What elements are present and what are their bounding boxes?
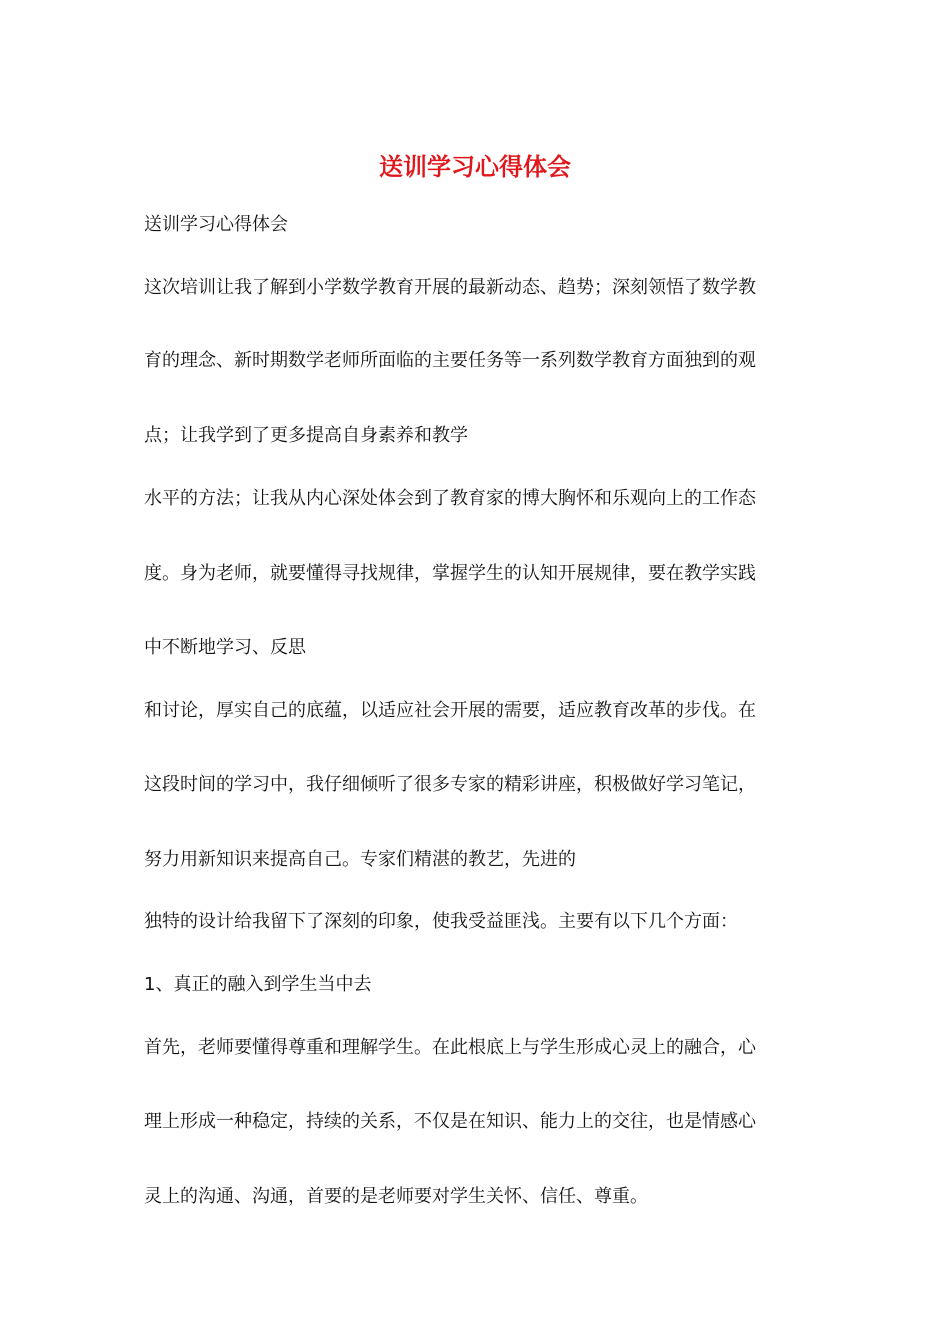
paragraph-line-10: 独特的设计给我留下了深刻的印象，使我受益匪浅。主要有以下几个方面： bbox=[144, 911, 738, 932]
document-title: 送训学习心得体会 bbox=[379, 153, 571, 181]
numbered-heading-1: 1、真正的融入到学生当中去 bbox=[144, 974, 372, 995]
paragraph-line-8: 这段时间的学习中，我仔细倾听了很多专家的精彩讲座，积极做好学习笔记， bbox=[144, 774, 756, 795]
paragraph-line-1: 这次培训让我了解到小学数学教育开展的最新动态、趋势；深刻领悟了数学教 bbox=[144, 277, 756, 298]
paragraph-line-2: 育的理念、新时期数学老师所面临的主要任务等一系列数学教育方面独到的观 bbox=[144, 350, 756, 371]
paragraph-line-3: 点；让我学到了更多提高自身素养和教学 bbox=[144, 425, 468, 446]
paragraph-line-14: 灵上的沟通、沟通，首要的是老师要对学生关怀、信任、尊重。 bbox=[144, 1186, 648, 1207]
paragraph-line-4: 水平的方法；让我从内心深处体会到了教育家的博大胸怀和乐观向上的工作态 bbox=[144, 488, 756, 509]
paragraph-line-6: 中不断地学习、反思 bbox=[144, 637, 306, 658]
paragraph-line-12: 首先，老师要懂得尊重和理解学生。在此根底上与学生形成心灵上的融合，心 bbox=[144, 1037, 756, 1058]
paragraph-line-0: 送训学习心得体会 bbox=[144, 214, 288, 235]
paragraph-line-13: 理上形成一种稳定，持续的关系，不仅是在知识、能力上的交往，也是情感心 bbox=[144, 1111, 756, 1132]
paragraph-line-9: 努力用新知识来提高自己。专家们精湛的教艺，先进的 bbox=[144, 849, 576, 870]
paragraph-line-5: 度。身为老师，就要懂得寻找规律，掌握学生的认知开展规律，要在教学实践 bbox=[144, 563, 756, 584]
paragraph-line-7: 和讨论，厚实自己的底蕴，以适应社会开展的需要，适应教育改革的步伐。在 bbox=[144, 700, 756, 721]
